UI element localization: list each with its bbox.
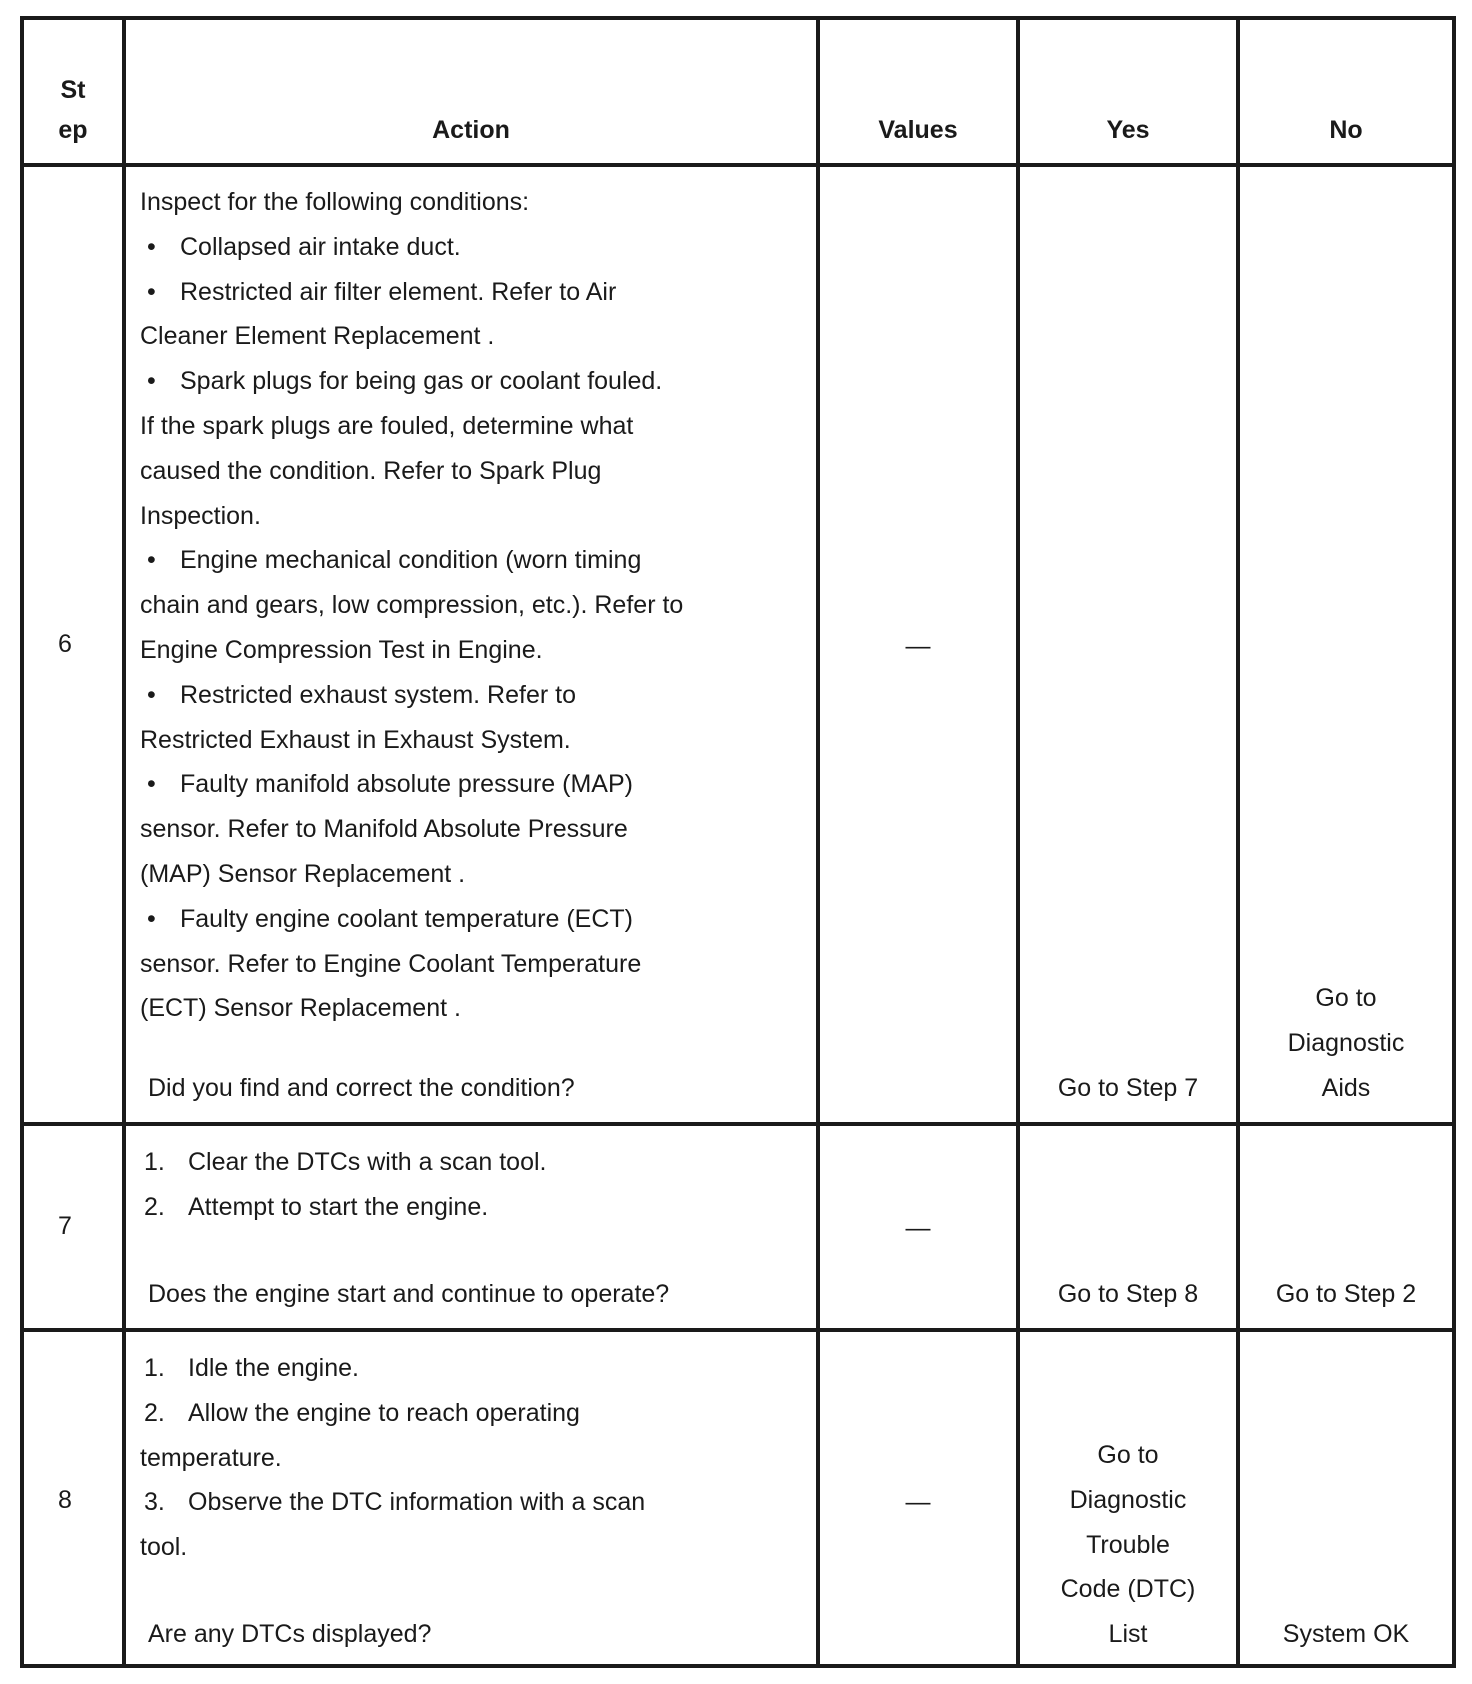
action-question: Does the engine start and continue to operate? xyxy=(148,1280,670,1308)
no-line: System OK xyxy=(1282,1620,1410,1648)
header-values: Values xyxy=(878,116,958,144)
yes-line: Trouble xyxy=(1086,1530,1170,1559)
yes-line: Code (DTC) xyxy=(1060,1575,1196,1604)
bullet-marker: • xyxy=(140,232,156,261)
action-line: • Spark plugs for being gas or coolant fouled. xyxy=(140,359,810,404)
action-line: (ECT) Sensor Replacement . xyxy=(140,994,461,1023)
action-line: • Restricted exhaust system. Refer to xyxy=(140,673,810,718)
yes-line: Go to Step 7 xyxy=(1057,1074,1199,1102)
action-cell xyxy=(140,180,810,1031)
step-list-number: 1. xyxy=(144,1354,165,1382)
bullet-marker: • xyxy=(140,770,156,799)
action-line: Inspection. xyxy=(140,501,261,530)
action-line: chain and gears, low compression, etc.). Refer to xyxy=(140,591,684,620)
values-cell: — xyxy=(905,1488,931,1516)
no-line: Go to xyxy=(1315,984,1377,1012)
action-line: sensor. Refer to Engine Coolant Temperature xyxy=(140,949,642,978)
action-line: 2. Allow the engine to reach operating xyxy=(144,1391,814,1436)
step-list-number: 3. xyxy=(144,1488,165,1517)
column-divider-values xyxy=(1016,16,1020,1668)
table-border-top xyxy=(20,16,1456,20)
bullet-marker: • xyxy=(140,367,156,396)
row-divider-6-7 xyxy=(20,1122,1456,1126)
action-cell xyxy=(144,1140,814,1230)
action-line: • Restricted air filter element. Refer to Air xyxy=(140,270,810,315)
header-divider xyxy=(20,163,1456,167)
header-step xyxy=(24,70,122,150)
action-line: caused the condition. Refer to Spark Plug xyxy=(140,456,602,485)
action-line: • Faulty manifold absolute pressure (MAP) xyxy=(140,762,810,807)
column-divider-action xyxy=(816,16,820,1668)
action-line: sensor. Refer to Manifold Absolute Pressure xyxy=(140,815,628,844)
no-line: Diagnostic xyxy=(1287,1028,1405,1057)
action-line: If the spark plugs are fouled, determine what xyxy=(140,411,634,440)
action-line: tool. xyxy=(140,1533,188,1562)
action-line: 1. Idle the engine. xyxy=(144,1346,814,1391)
step-list-number: 2. xyxy=(144,1192,165,1221)
no-cell xyxy=(1240,1272,1452,1317)
no-line: Aids xyxy=(1321,1073,1371,1102)
action-line: • Faulty engine coolant temperature (ECT) xyxy=(140,897,810,942)
bullet-marker: • xyxy=(140,277,156,306)
yes-cell xyxy=(1020,1433,1236,1657)
bullet-marker: • xyxy=(140,904,156,933)
yes-line: List xyxy=(1108,1620,1148,1649)
action-question: Are any DTCs displayed? xyxy=(148,1620,432,1648)
table-border-bottom xyxy=(20,1664,1456,1668)
header-step-line2: ep xyxy=(58,116,88,144)
header-no: No xyxy=(1329,116,1363,144)
action-line: • Engine mechanical condition (worn timing xyxy=(140,538,810,583)
no-cell xyxy=(1240,976,1452,1110)
table-border-right xyxy=(1452,16,1456,1668)
yes-line: Go to Step 8 xyxy=(1057,1280,1199,1308)
yes-cell xyxy=(1020,1272,1236,1317)
header-action: Action xyxy=(432,116,510,144)
action-line: Engine Compression Test in Engine. xyxy=(140,635,543,664)
step-list-number: 2. xyxy=(144,1398,165,1427)
action-question: Did you find and correct the condition? xyxy=(148,1074,575,1102)
action-line: 2. Attempt to start the engine. xyxy=(144,1185,814,1230)
action-line: (MAP) Sensor Replacement . xyxy=(140,859,466,888)
values-cell: — xyxy=(905,1214,931,1242)
action-line: Cleaner Element Replacement . xyxy=(140,322,495,351)
action-cell xyxy=(140,1346,814,1570)
action-line: temperature. xyxy=(140,1443,282,1472)
row-divider-7-8 xyxy=(20,1328,1456,1332)
action-line: 3. Observe the DTC information with a scan xyxy=(144,1480,814,1525)
header-step-line1: St xyxy=(60,76,86,104)
step-number: 8 xyxy=(58,1486,72,1514)
yes-cell xyxy=(1020,1066,1236,1111)
action-line: Inspect for the following conditions: xyxy=(140,188,530,216)
bullet-marker: • xyxy=(140,680,156,709)
step-list-number: 1. xyxy=(144,1148,165,1176)
action-line: 1. Clear the DTCs with a scan tool. xyxy=(144,1140,814,1185)
step-number: 7 xyxy=(58,1212,72,1240)
table-border-left xyxy=(20,16,24,1668)
yes-line: Go to xyxy=(1097,1441,1159,1469)
column-divider-step xyxy=(122,16,126,1668)
step-number: 6 xyxy=(58,630,72,658)
no-line: Go to Step 2 xyxy=(1275,1280,1417,1308)
action-line: • Collapsed air intake duct. xyxy=(140,225,810,270)
no-cell xyxy=(1240,1612,1452,1657)
bullet-marker: • xyxy=(140,546,156,575)
header-yes: Yes xyxy=(1106,116,1150,144)
column-divider-yes xyxy=(1236,16,1240,1668)
action-line: Restricted Exhaust in Exhaust System. xyxy=(140,725,571,754)
yes-line: Diagnostic xyxy=(1069,1485,1187,1514)
values-cell: — xyxy=(905,632,931,660)
